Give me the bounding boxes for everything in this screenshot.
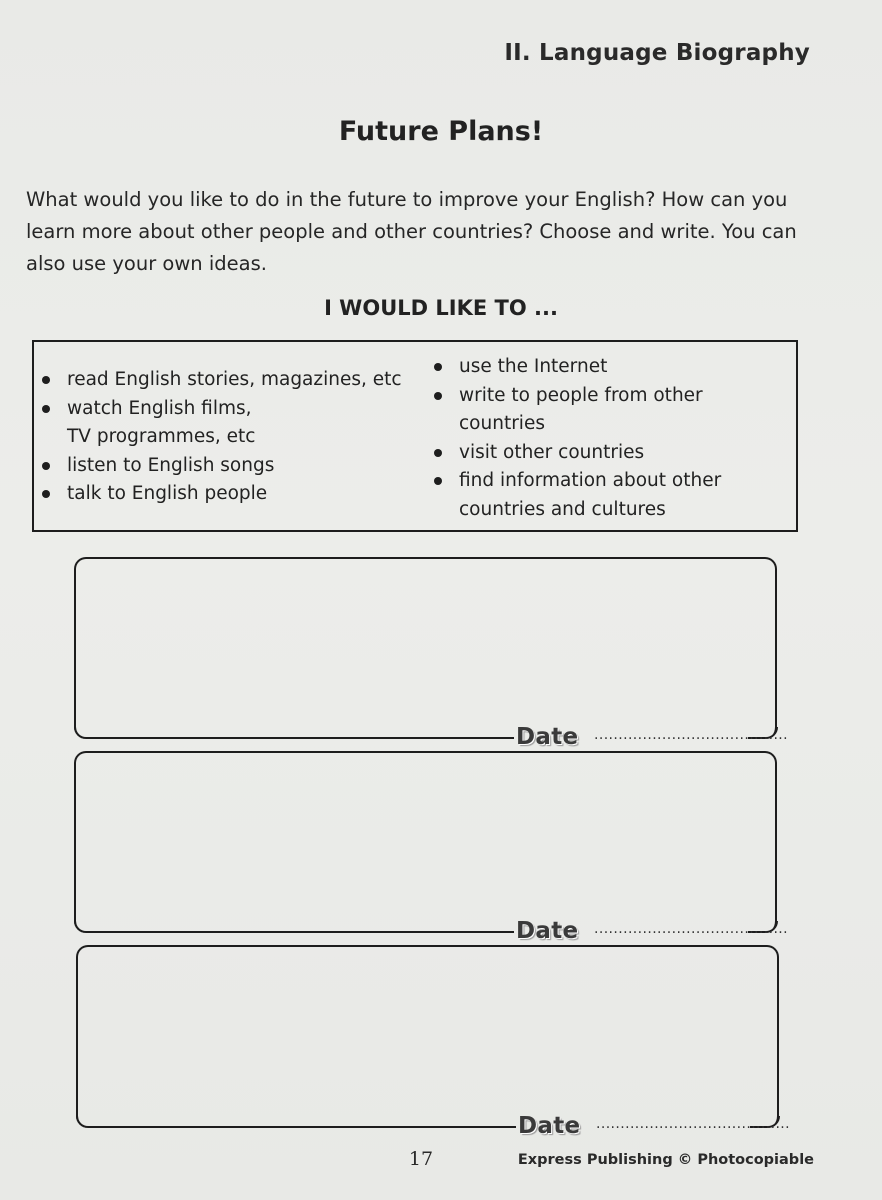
intro-paragraph: What would you like to do in the future to improve your English? How can you learn more about other people and other countries? Choose and write. You can also use your own ideas. [26, 188, 797, 275]
idea-item: find information about other countries and cultures [432, 467, 749, 524]
page-number: 17 [408, 1148, 434, 1170]
idea-item: visit other countries [432, 439, 782, 468]
date-label: Date [518, 1113, 581, 1139]
idea-item: talk to English people [40, 480, 430, 509]
idea-item: write to people from other countries [432, 382, 749, 439]
ideas-list-right [432, 353, 782, 525]
date-field[interactable]: ........................................ [594, 727, 789, 743]
date-label: Date [516, 724, 579, 750]
box-bottom-border [74, 921, 514, 933]
date-field[interactable]: ........................................ [596, 1116, 791, 1132]
date-field[interactable]: ........................................ [594, 921, 789, 937]
date-label: Date [516, 918, 579, 944]
box-bottom-border [76, 1116, 516, 1128]
section-header: II. Language Biography [504, 40, 810, 66]
idea-item: use the Internet [432, 353, 782, 382]
ideas-heading: I WOULD LIKE TO ... [324, 296, 558, 320]
idea-item: listen to English songs [40, 452, 430, 481]
idea-item: read English stories, magazines, etc [40, 366, 430, 395]
writing-box-3[interactable] [76, 945, 791, 1139]
footer-credit: Express Publishing © Photocopiable [517, 1152, 814, 1168]
idea-item: watch English films, TV programmes, etc [40, 395, 430, 452]
writing-box-1[interactable] [74, 557, 789, 750]
ideas-box [32, 340, 798, 532]
page-title: Future Plans! [338, 116, 544, 147]
writing-box-2[interactable] [74, 751, 789, 944]
box-bottom-border [74, 727, 514, 739]
ideas-list-left [40, 366, 430, 509]
